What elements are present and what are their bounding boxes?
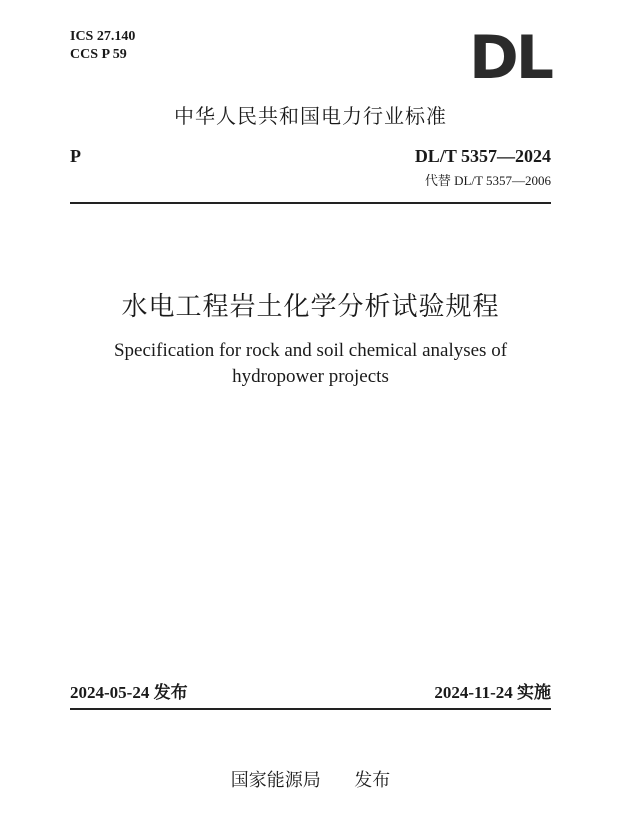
ccs-code: CCS P 59 bbox=[70, 47, 127, 62]
standard-number: DL/T 5357—2024 bbox=[414, 146, 551, 166]
implement-date: 2024-11-24 bbox=[434, 683, 513, 702]
publish-label: 发布 bbox=[153, 683, 188, 703]
bottom-divider bbox=[70, 708, 551, 710]
classification-letter: P bbox=[70, 146, 81, 166]
replaces-note: 代替 DL/T 5357—2006 bbox=[424, 173, 551, 188]
top-divider bbox=[70, 202, 551, 204]
ics-code: ICS 27.140 bbox=[70, 29, 136, 44]
document-title-chinese: 水电工程岩土化学分析试验规程 bbox=[121, 292, 500, 322]
publish-date-block bbox=[70, 678, 188, 703]
issuer-block bbox=[0, 766, 621, 792]
issuer-name: 国家能源局 bbox=[230, 770, 321, 791]
title-english-line2: hydropower projects bbox=[232, 366, 389, 387]
ics-ccs-codes bbox=[70, 28, 135, 64]
document-title-english bbox=[0, 338, 621, 390]
dl-logo: DL bbox=[468, 23, 551, 93]
implement-date-block bbox=[434, 678, 551, 703]
implement-label: 实施 bbox=[517, 683, 551, 703]
industry-standard-title: 中华人民共和国电力行业标准 bbox=[174, 104, 447, 128]
title-english-line1: Specification for rock and soil chemical analyses of bbox=[113, 340, 508, 361]
publish-date: 2024-05-24 bbox=[70, 683, 150, 702]
issue-label: 发布 bbox=[354, 770, 391, 791]
